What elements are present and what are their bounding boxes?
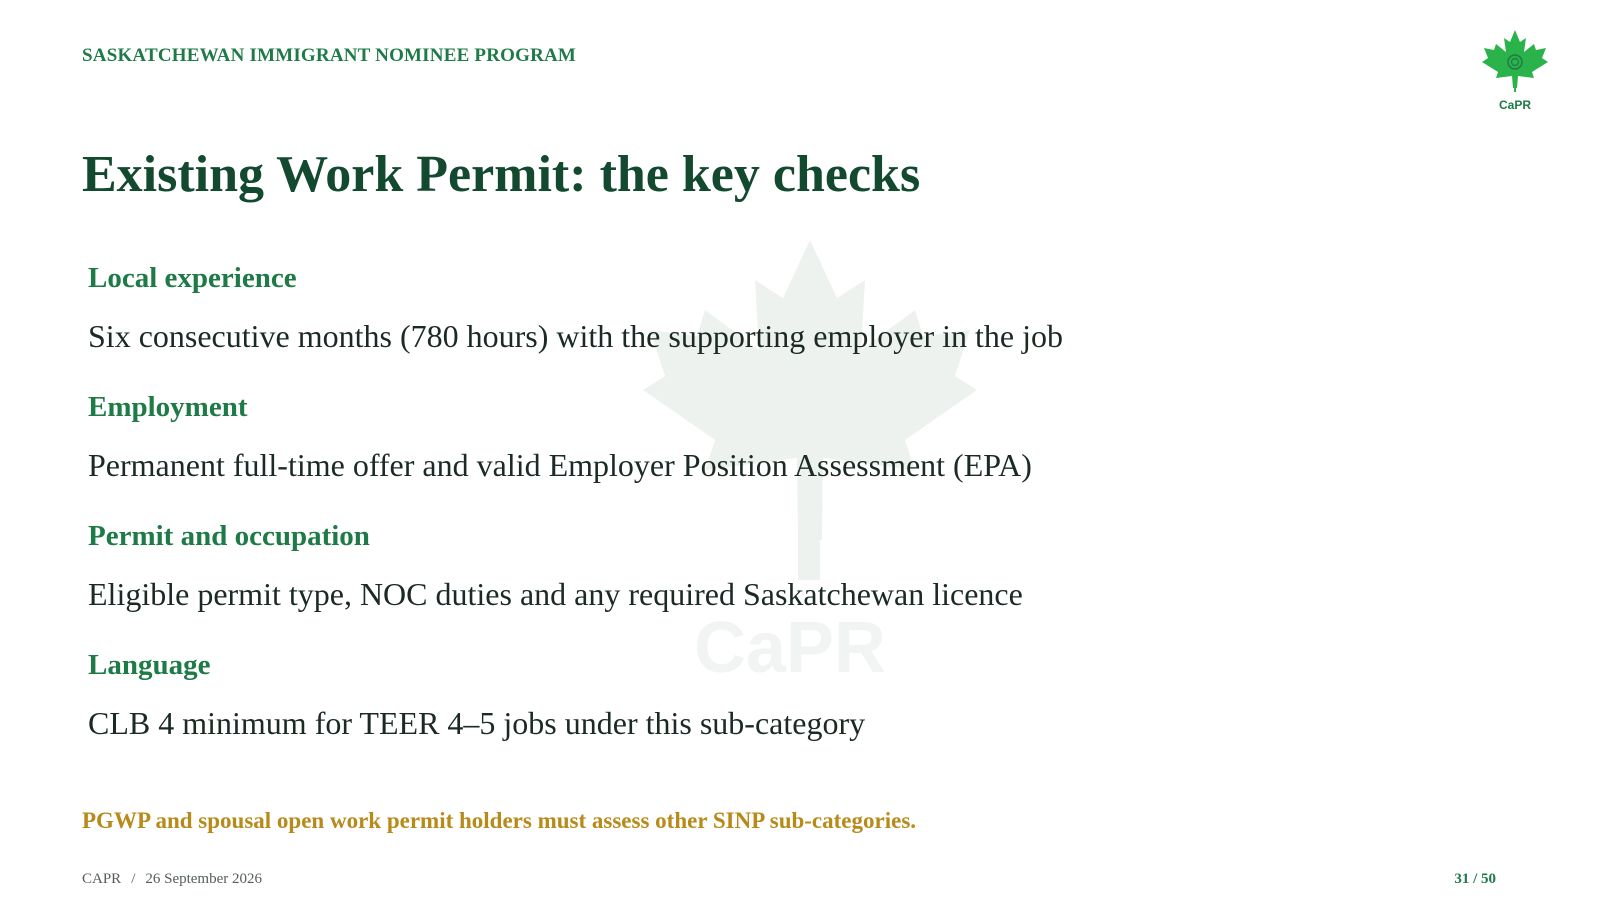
capr-logo bbox=[1480, 28, 1550, 118]
page-number: 31 / 50 bbox=[1454, 871, 1496, 887]
footer-info bbox=[82, 871, 262, 888]
callout-note: PGWP and spousal open work permit holders must assess other SINP sub-categories. bbox=[82, 808, 917, 833]
check-item-heading: Permit and occupation bbox=[88, 520, 370, 552]
watermark-text: CaPR bbox=[693, 608, 887, 688]
check-item-language bbox=[88, 649, 1288, 778]
footer-separator: / bbox=[131, 871, 136, 887]
check-item-text: Six consecutive months (780 hours) with the supporting employer in the job bbox=[88, 318, 1063, 354]
check-item-permit-occupation bbox=[88, 520, 1288, 649]
footer-date: 26 September 2026 bbox=[145, 871, 263, 887]
check-item-heading: Language bbox=[88, 649, 211, 681]
check-list bbox=[88, 262, 1288, 778]
check-item-heading: Local experience bbox=[88, 262, 297, 294]
program-kicker: SASKATCHEWAN IMMIGRANT NOMINEE PROGRAM bbox=[82, 45, 577, 66]
check-item-employment bbox=[88, 391, 1288, 520]
maple-leaf-icon bbox=[1480, 28, 1550, 94]
check-item-text: CLB 4 minimum for TEER 4–5 jobs under this sub-category bbox=[88, 705, 866, 741]
check-item-heading: Employment bbox=[88, 391, 248, 423]
footer-org: CAPR bbox=[82, 871, 122, 887]
slide-title: Existing Work Permit: the key checks bbox=[82, 146, 921, 203]
logo-wordmark: CaPR bbox=[1498, 98, 1531, 112]
check-item-text: Eligible permit type, NOC duties and any required Saskatchewan licence bbox=[88, 576, 1023, 612]
check-item-local-experience bbox=[88, 262, 1288, 391]
check-item-text: Permanent full-time offer and valid Employer Position Assessment (EPA) bbox=[88, 447, 1032, 483]
